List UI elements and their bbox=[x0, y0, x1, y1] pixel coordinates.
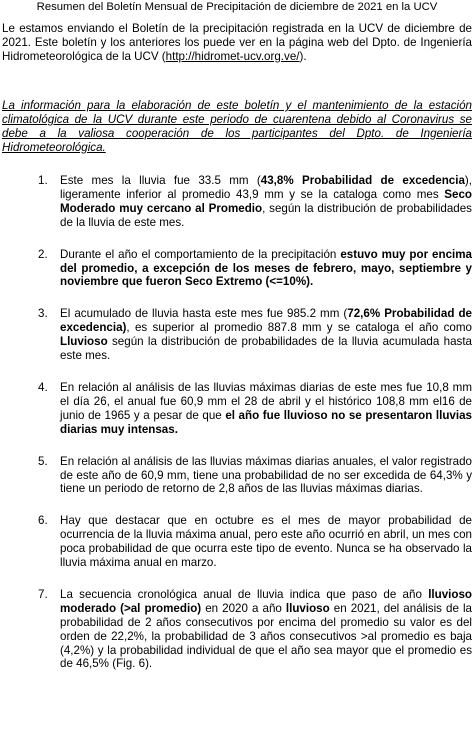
website-link[interactable]: http://hidromet-ucv.org.ve/ bbox=[165, 49, 300, 63]
item-text: , según la distribución de probabilidades de la lluvia de este mes. bbox=[60, 201, 472, 229]
list-item bbox=[0, 174, 474, 230]
item-text: El acumulado de lluvia hasta este mes fue 985.2 mm ( bbox=[60, 307, 348, 321]
item-text: La secuencia cronológica anual de lluvia indica que paso de año bbox=[60, 587, 429, 601]
item-number: 7. bbox=[38, 587, 48, 601]
item-text: en 2021, del análisis de la probabilidad de 2 años consecutivos por encima del promedio su valor es del orden de 22,2%, la probabilidad de 3 años consecutivos >al promedio es baja (4,2%) y la probabilidad individual de que el año sea mayor que el promedio es de 46,5% (Fig. 6). bbox=[60, 601, 472, 671]
item-text: En relación al análisis de las lluvias máximas diarias de este mes fue 10,8 mm el día 26, el anual fue 60,9 mm el 28 de abril y el histórico 108,8 mm el16 de junio de 1965 y a pesar de que bbox=[60, 380, 472, 422]
item-number: 6. bbox=[38, 514, 48, 528]
item-bold: lluvioso moderado (>al promedio) bbox=[60, 587, 472, 615]
item-bold: el año fue lluvioso no se presentaron lluvias diarias muy intensas. bbox=[60, 408, 472, 436]
list-item bbox=[0, 588, 474, 671]
page-title: Resumen del Boletín Mensual de Precipitación de diciembre de 2021 en la UCV bbox=[36, 1, 438, 13]
item-text: Este mes la lluvia fue 33.5 mm ( bbox=[60, 174, 261, 187]
item-text: Hay que destacar que en octubre es el mes de mayor probabilidad de ocurrencia de la lluvia máxima anual, pero este año ocurrió en abril, un mes con poca probabilidad de que ocurra este tipo de evento. Nunca se ha observado la lluvia máxima anual en marzo. bbox=[60, 514, 472, 570]
item-bold: Seco Moderado muy cercano al Promedio bbox=[60, 187, 472, 215]
item-number: 4. bbox=[38, 380, 48, 394]
cooperation-note: La información para la elaboración de este boletín y el mantenimiento de la estación climatológica de la UCV durante este periodo de cuarentena debido al Coronavirus se debe a la valiosa cooperación de los participantes del Dpto. de Ingeniería Hidrometeorológica. bbox=[2, 99, 472, 154]
item-text: en 2020 a año bbox=[201, 601, 286, 615]
list-item bbox=[0, 248, 474, 290]
item-text: En relación al análisis de las lluvias máximas diarias anuales, el valor registrado de este año de 60,9 mm, tiene una probabilidad de no ser excedida de 64,3% y tiene un periodo de retorno de 2,8 años de las lluvias máximas diarias. bbox=[60, 454, 472, 496]
item-number: 1. bbox=[38, 174, 48, 187]
list-item bbox=[0, 455, 474, 497]
item-text: ), ligeramente inferior al promedio 43,9 mm y se la cataloga como mes bbox=[60, 174, 472, 201]
intro-paragraph bbox=[2, 22, 472, 64]
item-text: según la distribución de probabilidades de la lluvia acumulada hasta este mes. bbox=[60, 335, 472, 363]
item-number: 5. bbox=[38, 454, 48, 468]
item-bold: 72,6% Probabilidad de excedencia) bbox=[60, 307, 472, 335]
item-text: Durante el año el comportamiento de la precipitación bbox=[60, 247, 341, 261]
item-bold: estuvo muy por encima del promedio, a excepción de los meses de febrero, mayo, septiembre y noviembre que fueron Seco Extremo (<=10%). bbox=[60, 247, 472, 289]
item-bold: 43,8% Probabilidad de excedencia bbox=[260, 174, 465, 187]
item-text: , es superior al promedio 887.8 mm y se cataloga el año como bbox=[126, 321, 472, 335]
list-item bbox=[0, 514, 474, 570]
findings-list bbox=[0, 174, 474, 671]
list-item bbox=[0, 381, 474, 437]
item-bold: Lluvioso bbox=[60, 335, 108, 349]
item-number: 3. bbox=[38, 307, 48, 321]
list-item bbox=[0, 307, 474, 363]
intro-text: Le estamos enviando el Boletín de la precipitación registrada en la UCV de diciembre de 2021. Este boletín y los anteriores los puede ver en la página web del Dpto. de Ingeniería Hidrometeorológica de la UCV ( bbox=[2, 22, 472, 63]
item-bold: lluvioso bbox=[285, 601, 330, 615]
item-number: 2. bbox=[38, 247, 48, 261]
intro-after: ). bbox=[299, 49, 307, 63]
